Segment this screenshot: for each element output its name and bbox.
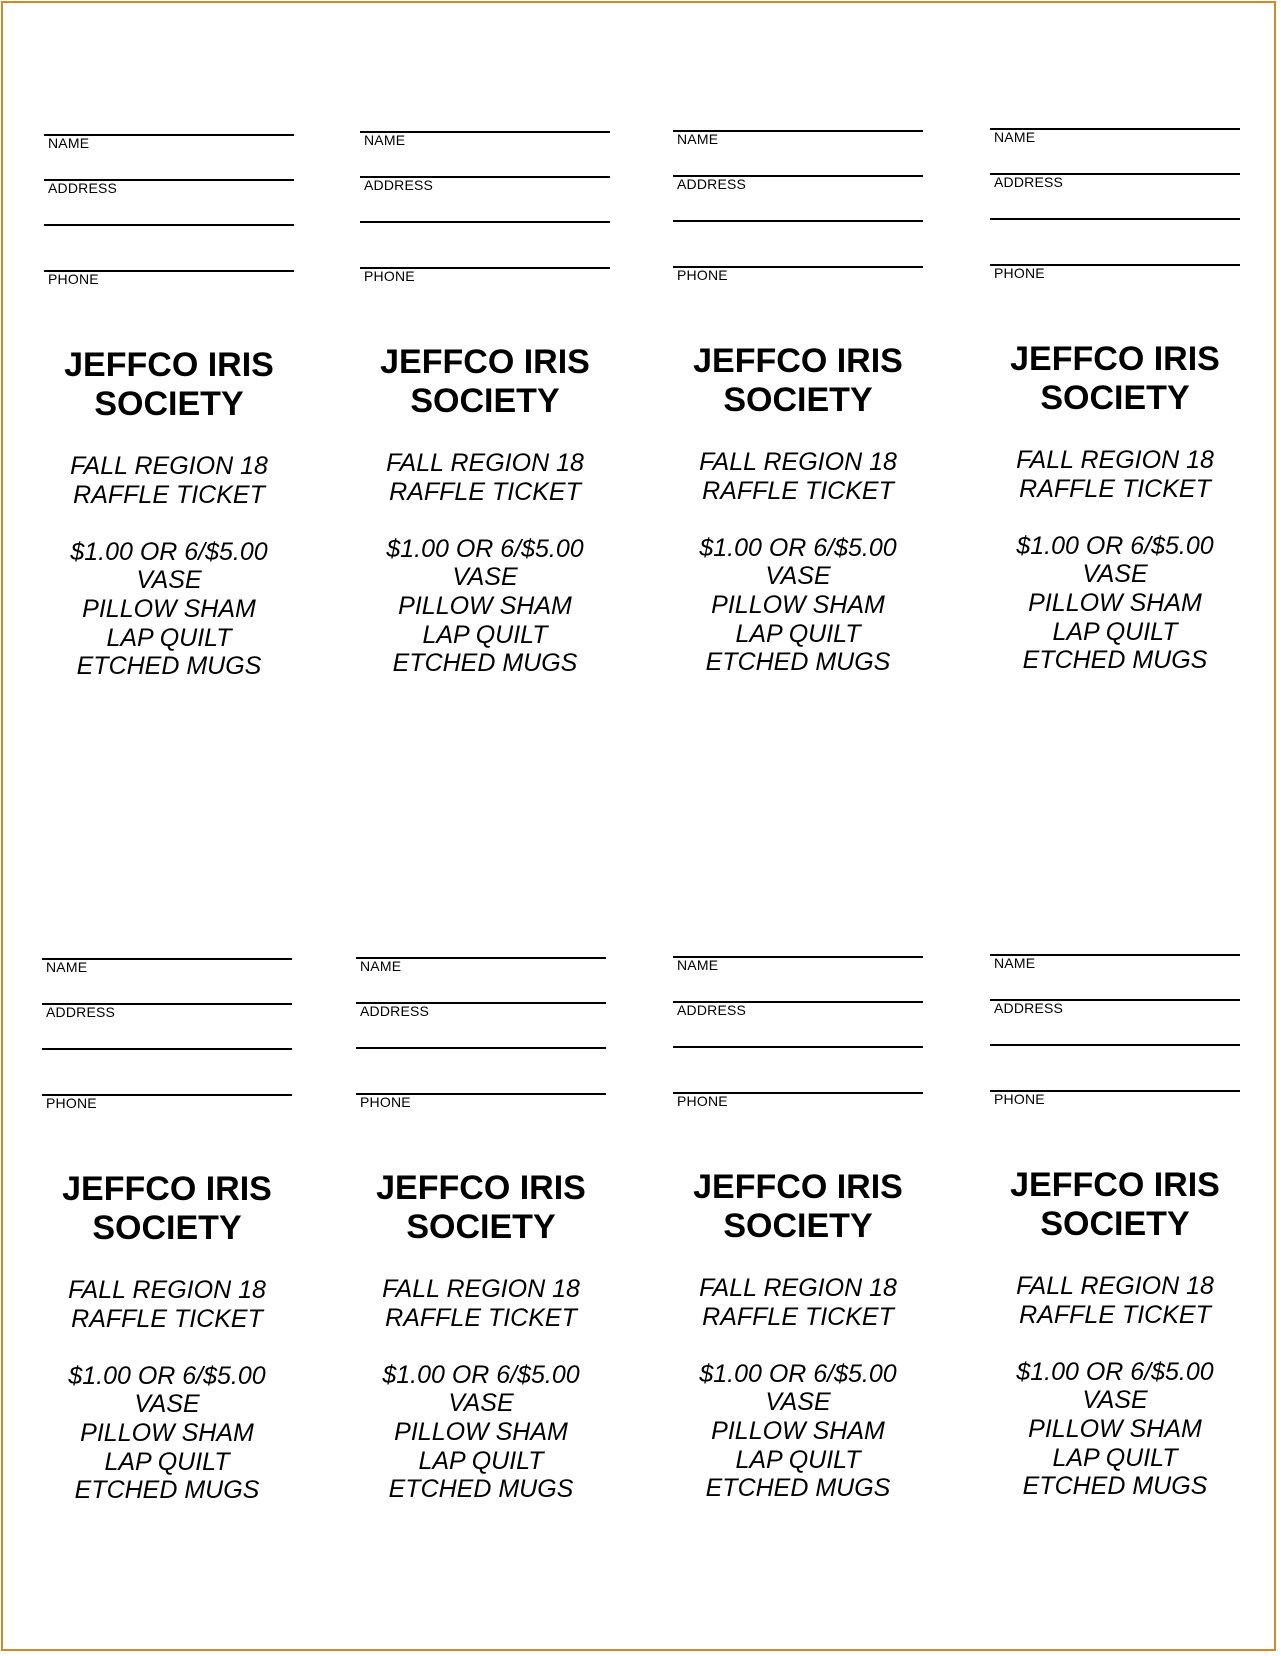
raffle-ticket (42, 958, 292, 1505)
ticket-entry-fields (44, 134, 294, 294)
ticket-entry-fields (673, 130, 923, 290)
spacer (653, 1331, 943, 1360)
address-label: ADDRESS (677, 176, 747, 192)
ticket-info (970, 1272, 1260, 1501)
prize-item: PILLOW SHAM (1028, 1414, 1202, 1443)
prize-item: LAP QUILT (1052, 1443, 1178, 1472)
title-line: SOCIETY (410, 382, 560, 420)
address-line-2[interactable] (990, 1044, 1240, 1046)
prize-item: LAP QUILT (735, 1445, 861, 1474)
prize-item: ETCHED MUGS (74, 1476, 260, 1505)
event-line: RAFFLE TICKET (1019, 1300, 1211, 1329)
ticket-info (24, 452, 314, 681)
ticket-title (24, 346, 314, 424)
ticket-info (653, 448, 943, 677)
phone-label: PHONE (360, 1094, 411, 1110)
event-line: RAFFLE TICKET (702, 476, 894, 505)
prize-item: PILLOW SHAM (394, 1417, 568, 1446)
name-label: NAME (994, 955, 1036, 971)
prize-item: VASE (136, 566, 202, 595)
event-line: RAFFLE TICKET (1019, 474, 1211, 503)
ticket-info (970, 446, 1260, 675)
prize-item: ETCHED MUGS (76, 652, 262, 681)
ticket-title (22, 1170, 312, 1248)
spacer (653, 505, 943, 534)
title-line: SOCIETY (723, 1207, 873, 1245)
prize-item: VASE (448, 1389, 514, 1418)
spacer (24, 509, 314, 538)
address-label: ADDRESS (364, 177, 434, 193)
address-label: ADDRESS (994, 174, 1064, 190)
address-label: ADDRESS (994, 1000, 1064, 1016)
title-line: SOCIETY (723, 381, 873, 419)
title-line: SOCIETY (406, 1208, 556, 1246)
raffle-ticket (44, 134, 294, 681)
prize-item: PILLOW SHAM (711, 1416, 885, 1445)
prize-item: ETCHED MUGS (1022, 646, 1208, 675)
prize-item: PILLOW SHAM (711, 590, 885, 619)
prize-item: VASE (765, 1388, 831, 1417)
ticket-entry-fields (360, 131, 610, 291)
prize-item: ETCHED MUGS (705, 1474, 891, 1503)
address-line-2[interactable] (990, 218, 1240, 220)
phone-label: PHONE (677, 267, 728, 283)
name-label: NAME (677, 131, 719, 147)
prize-item: VASE (134, 1390, 200, 1419)
ticket-entry-fields (990, 128, 1240, 288)
event-line: FALL REGION 18 (382, 1275, 580, 1303)
title-line: SOCIETY (92, 1209, 242, 1247)
title-line: SOCIETY (94, 385, 244, 423)
prize-item: VASE (452, 563, 518, 592)
event-line: RAFFLE TICKET (702, 1302, 894, 1331)
prize-item: LAP QUILT (1052, 617, 1178, 646)
event-line: FALL REGION 18 (70, 452, 268, 480)
ticket-title (653, 342, 943, 420)
event-line: FALL REGION 18 (699, 1274, 897, 1302)
ticket-title (970, 340, 1260, 418)
title-line: JEFFCO IRIS (376, 1169, 586, 1207)
spacer (22, 1333, 312, 1362)
address-line-2[interactable] (42, 1048, 292, 1050)
phone-label: PHONE (46, 1095, 97, 1111)
event-line: FALL REGION 18 (1016, 1272, 1214, 1300)
prize-item: ETCHED MUGS (392, 649, 578, 678)
ticket-price: $1.00 OR 6/$5.00 (70, 537, 268, 566)
ticket-entry-fields (356, 957, 606, 1117)
name-label: NAME (360, 958, 402, 974)
phone-label: PHONE (994, 1091, 1045, 1107)
ticket-price: $1.00 OR 6/$5.00 (699, 533, 897, 562)
ticket-price: $1.00 OR 6/$5.00 (68, 1361, 266, 1390)
ticket-entry-fields (673, 956, 923, 1116)
spacer (970, 1329, 1260, 1358)
prize-item: LAP QUILT (106, 623, 232, 652)
title-line: JEFFCO IRIS (1010, 340, 1220, 378)
address-label: ADDRESS (46, 1004, 116, 1020)
title-line: JEFFCO IRIS (693, 342, 903, 380)
prize-item: LAP QUILT (735, 619, 861, 648)
title-line: SOCIETY (1040, 1205, 1190, 1243)
event-line: FALL REGION 18 (699, 448, 897, 476)
address-line-2[interactable] (673, 1046, 923, 1048)
phone-label: PHONE (677, 1093, 728, 1109)
raffle-ticket (990, 954, 1240, 1501)
phone-label: PHONE (994, 265, 1045, 281)
ticket-price: $1.00 OR 6/$5.00 (382, 1360, 580, 1389)
address-label: ADDRESS (360, 1003, 430, 1019)
raffle-ticket (356, 957, 606, 1504)
prize-item: LAP QUILT (418, 1446, 544, 1475)
title-line: SOCIETY (1040, 379, 1190, 417)
raffle-ticket (990, 128, 1240, 675)
spacer (336, 1332, 626, 1361)
title-line: JEFFCO IRIS (62, 1170, 272, 1208)
ticket-price: $1.00 OR 6/$5.00 (1016, 531, 1214, 560)
phone-label: PHONE (364, 268, 415, 284)
prize-item: PILLOW SHAM (398, 591, 572, 620)
title-line: JEFFCO IRIS (64, 346, 274, 384)
name-label: NAME (364, 132, 406, 148)
event-line: RAFFLE TICKET (71, 1304, 263, 1333)
title-line: JEFFCO IRIS (1010, 1166, 1220, 1204)
address-line-2[interactable] (673, 220, 923, 222)
ticket-title (336, 1169, 626, 1247)
address-line-2[interactable] (356, 1047, 606, 1049)
event-line: RAFFLE TICKET (389, 477, 581, 506)
ticket-price: $1.00 OR 6/$5.00 (386, 534, 584, 563)
ticket-info (22, 1276, 312, 1505)
spacer (970, 503, 1260, 532)
prize-item: PILLOW SHAM (80, 1418, 254, 1447)
event-line: RAFFLE TICKET (73, 480, 265, 509)
event-line: FALL REGION 18 (1016, 446, 1214, 474)
raffle-ticket (673, 956, 923, 1503)
event-line: FALL REGION 18 (386, 449, 584, 477)
name-label: NAME (46, 959, 88, 975)
prize-item: VASE (765, 562, 831, 591)
prize-item: ETCHED MUGS (705, 648, 891, 677)
prize-item: VASE (1082, 560, 1148, 589)
event-line: RAFFLE TICKET (385, 1303, 577, 1332)
address-line-2[interactable] (44, 224, 294, 226)
prize-item: LAP QUILT (422, 620, 548, 649)
prize-item: PILLOW SHAM (82, 594, 256, 623)
name-label: NAME (677, 957, 719, 973)
name-label: NAME (48, 135, 90, 151)
ticket-title (970, 1166, 1260, 1244)
title-line: JEFFCO IRIS (380, 343, 590, 381)
prize-item: PILLOW SHAM (1028, 588, 1202, 617)
phone-label: PHONE (48, 271, 99, 287)
ticket-info (336, 1275, 626, 1504)
ticket-title (653, 1168, 943, 1246)
name-label: NAME (994, 129, 1036, 145)
prize-item: ETCHED MUGS (1022, 1472, 1208, 1501)
prize-item: ETCHED MUGS (388, 1475, 574, 1504)
prize-item: VASE (1082, 1386, 1148, 1415)
ticket-info (653, 1274, 943, 1503)
prize-item: LAP QUILT (104, 1447, 230, 1476)
raffle-ticket (360, 131, 610, 678)
ticket-entry-fields (42, 958, 292, 1118)
event-line: FALL REGION 18 (68, 1276, 266, 1304)
address-label: ADDRESS (677, 1002, 747, 1018)
raffle-ticket (673, 130, 923, 677)
ticket-price: $1.00 OR 6/$5.00 (1016, 1357, 1214, 1386)
address-label: ADDRESS (48, 180, 118, 196)
ticket-entry-fields (990, 954, 1240, 1114)
ticket-price: $1.00 OR 6/$5.00 (699, 1359, 897, 1388)
spacer (340, 506, 630, 535)
address-line-2[interactable] (360, 221, 610, 223)
title-line: JEFFCO IRIS (693, 1168, 903, 1206)
ticket-title (340, 343, 630, 421)
ticket-info (340, 449, 630, 678)
